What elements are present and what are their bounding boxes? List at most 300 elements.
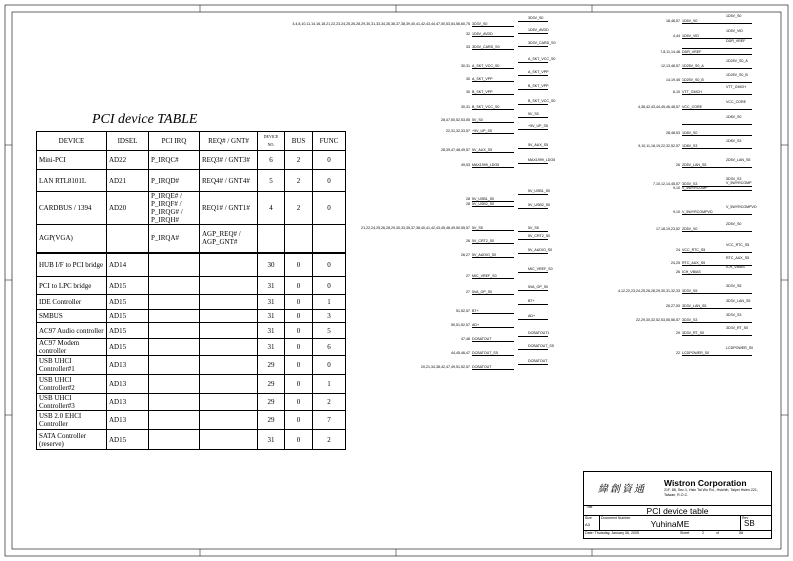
title-block-doc-row bbox=[584, 515, 771, 531]
net-out-label: 5V_USB1_S0 bbox=[528, 189, 551, 193]
net-wire bbox=[682, 293, 752, 294]
cell-device: HUB I/F to PCI bridge bbox=[37, 253, 107, 277]
net-ref-label: 30,31 bbox=[461, 64, 470, 68]
net-name: LCDPOWER_S0 bbox=[682, 351, 710, 355]
net-wire bbox=[472, 369, 514, 370]
net-ref-label: 26,27,53 bbox=[666, 304, 680, 308]
net-ref-label: 28,47,50,52,53,55 bbox=[441, 118, 470, 122]
cell-req-gnt bbox=[200, 295, 258, 310]
net-ref-label: 30,31 bbox=[461, 105, 470, 109]
net-wire bbox=[518, 364, 548, 365]
cell-req-gnt: REQ1# / GNT1# bbox=[200, 192, 258, 225]
table-row bbox=[37, 339, 346, 356]
cell-bus: 0 bbox=[285, 295, 313, 310]
cell-req-gnt bbox=[200, 277, 258, 295]
net-out-label: 3D3V_RT_S0 bbox=[726, 326, 749, 330]
net-out-label: ICH_VBIAS bbox=[726, 265, 745, 269]
cell-bus: 2 bbox=[285, 170, 313, 192]
net-wire bbox=[472, 94, 514, 95]
net-ref-label: 24 bbox=[676, 248, 680, 252]
net-name: ICH_VBIAS bbox=[682, 270, 701, 274]
cell-req-gnt bbox=[200, 375, 258, 394]
net-wire bbox=[518, 272, 548, 273]
net-name: DCBATOUT bbox=[472, 365, 492, 369]
net-ref-label: 22 bbox=[676, 351, 680, 355]
cell-device-no bbox=[258, 225, 285, 253]
cell-device-no: 31 bbox=[258, 339, 285, 356]
net-wire bbox=[472, 49, 514, 50]
net-ref-label: 28 bbox=[466, 202, 470, 206]
net-wire bbox=[518, 148, 548, 149]
net-wire bbox=[472, 167, 514, 168]
net-out-label: 3D3V_CARD_S0 bbox=[528, 41, 556, 45]
net-name: 1D5V_AVDD bbox=[472, 32, 493, 36]
cell-idsel: AD15 bbox=[107, 323, 149, 339]
cell-device: USB UHCI Controller#2 bbox=[37, 375, 107, 394]
net-wire bbox=[472, 122, 514, 123]
table-row bbox=[37, 310, 346, 323]
cell-device: LAN RTL8101L bbox=[37, 170, 107, 192]
cell-pci-irq bbox=[149, 339, 200, 356]
cell-pci-irq bbox=[149, 310, 200, 323]
net-wire bbox=[472, 206, 514, 207]
net-out-label: VCC_RTC_S5 bbox=[726, 243, 750, 247]
cell-req-gnt bbox=[200, 323, 258, 339]
rev-label: Rev bbox=[742, 516, 749, 520]
cell-pci-irq: P_IRQA# bbox=[149, 225, 200, 253]
net-name: 5V_S5 bbox=[472, 226, 483, 230]
net-out-label: 5VA_OP_S0 bbox=[528, 285, 549, 289]
cell-device-no: 29 bbox=[258, 356, 285, 375]
cell-func: 2 bbox=[313, 394, 346, 411]
net-wire bbox=[682, 231, 752, 232]
title-block-date-row bbox=[584, 530, 771, 538]
net-ref-label: 24,25 bbox=[671, 261, 680, 265]
cell-pci-irq bbox=[149, 430, 200, 450]
cell-device: SATA Controller (reserve) bbox=[37, 430, 107, 450]
cell-device-no: 4 bbox=[258, 192, 285, 225]
cell-idsel: AD21 bbox=[107, 170, 149, 192]
net-name: 1D25V_S0_A bbox=[682, 64, 704, 68]
net-name: 3D3V_LAN_S5 bbox=[682, 304, 707, 308]
net-out-label: MIC_VREF_S0 bbox=[528, 267, 553, 271]
net-ref-label: 47,48 bbox=[461, 337, 470, 341]
cell-device-no: 31 bbox=[258, 310, 285, 323]
cell-bus: 0 bbox=[285, 277, 313, 295]
net-name: 3D3V_S3 bbox=[682, 182, 698, 186]
net-out-label: DCBATOUT_S5 bbox=[528, 344, 554, 348]
cell-req-gnt bbox=[200, 356, 258, 375]
cell-bus bbox=[285, 225, 313, 253]
net-ref-label: 22,29,30,32,52,53,55,56,57 bbox=[636, 318, 680, 322]
header-idsel: IDSEL bbox=[107, 132, 149, 151]
net-wire bbox=[682, 48, 752, 49]
cell-req-gnt bbox=[200, 430, 258, 450]
net-name: 3D3V_CARD_S0 bbox=[472, 45, 500, 49]
net-out-label: 1D5V_VID bbox=[726, 29, 743, 33]
net-out-label: 1D25V_S0_A bbox=[726, 59, 748, 63]
net-wire bbox=[682, 68, 752, 69]
net-name: A_SKT_VCC_S0 bbox=[472, 64, 500, 68]
cell-device-no: 5 bbox=[258, 170, 285, 192]
net-ref-label: 28 bbox=[466, 197, 470, 201]
cell-func: 0 bbox=[313, 170, 346, 192]
net-wire bbox=[518, 62, 548, 63]
net-wire bbox=[518, 89, 548, 90]
net-wire bbox=[682, 308, 752, 309]
net-wire bbox=[518, 163, 548, 164]
net-wire bbox=[518, 208, 548, 209]
cell-idsel: AD15 bbox=[107, 295, 149, 310]
net-ref-label: 29 bbox=[676, 331, 680, 335]
net-name: 3D3V_S5 bbox=[682, 289, 698, 293]
net-out-label: 5V_S0 bbox=[528, 112, 539, 116]
net-out-label: VTT_GMCH bbox=[726, 85, 746, 89]
cell-func: 0 bbox=[313, 277, 346, 295]
of-label: of bbox=[716, 531, 719, 535]
sheet-title: PCI device table bbox=[646, 506, 709, 516]
net-name: AD+ bbox=[472, 323, 480, 327]
table-row bbox=[37, 192, 346, 225]
net-out-label: 1D5V_AVDD bbox=[528, 28, 549, 32]
net-name: B_SKT_VCC_S0 bbox=[472, 105, 500, 109]
net-name: DDR_VREF bbox=[682, 50, 702, 54]
net-out-label: B_SKT_VCC_S0 bbox=[528, 99, 556, 103]
net-wire bbox=[682, 190, 752, 191]
cell-bus: 0 bbox=[285, 411, 313, 430]
cell-device: PCI to LPC bridge bbox=[37, 277, 107, 295]
cell-pci-irq: P_IRQE# / P_IRQF# / P_IRQG# / P_IRQH# bbox=[149, 192, 200, 225]
net-name: V_5WYRCOMP bbox=[682, 186, 708, 190]
cell-req-gnt: AGP_REQ# / AGP_GNT# bbox=[200, 225, 258, 253]
net-ref-label: 7,10,12,14,45,57 bbox=[653, 182, 680, 186]
net-wire bbox=[472, 257, 514, 258]
cell-req-gnt: REQ4# / GNT4# bbox=[200, 170, 258, 192]
cell-device-no: 31 bbox=[258, 295, 285, 310]
net-ref-label: 26 bbox=[676, 270, 680, 274]
net-name: 5V_CRT2_S0 bbox=[472, 239, 495, 243]
net-out-label: DDR_VREF bbox=[726, 39, 746, 43]
cell-device: USB UHCI Controller#3 bbox=[37, 394, 107, 411]
cell-device: Mini-PCI bbox=[37, 151, 107, 170]
net-wire bbox=[518, 319, 548, 320]
cell-bus: 0 bbox=[285, 356, 313, 375]
net-out-label: VCC_CORE bbox=[726, 100, 746, 104]
cell-device: CARDBUS / 1394 bbox=[37, 192, 107, 225]
net-wire bbox=[472, 26, 514, 27]
cell-pci-irq bbox=[149, 411, 200, 430]
header-bus: BUS bbox=[285, 132, 313, 151]
net-ref-label: 4,44 bbox=[673, 34, 680, 38]
net-name: 1D25V_S0_B bbox=[682, 78, 704, 82]
header-req-gnt: REQ# / GNT# bbox=[200, 132, 258, 151]
cell-device-no: 29 bbox=[258, 394, 285, 411]
cell-req-gnt bbox=[200, 339, 258, 356]
net-wire bbox=[518, 75, 548, 76]
cell-device-no: 29 bbox=[258, 411, 285, 430]
cell-func: 1 bbox=[313, 295, 346, 310]
table-row bbox=[37, 225, 346, 253]
net-name: B_SKT_VPP bbox=[472, 90, 493, 94]
table-row bbox=[37, 356, 346, 375]
net-wire bbox=[682, 252, 752, 253]
cell-idsel: AD13 bbox=[107, 356, 149, 375]
net-wire bbox=[472, 230, 514, 231]
cell-device: SMBUS bbox=[37, 310, 107, 323]
cell-func: 3 bbox=[313, 310, 346, 323]
table-header-row bbox=[37, 132, 346, 151]
net-wire bbox=[472, 313, 514, 314]
cell-device-no: 31 bbox=[258, 430, 285, 450]
cell-device: AC97 Audio controller bbox=[37, 323, 107, 339]
net-wire bbox=[472, 133, 514, 134]
net-out-label: +5V_UP_S5 bbox=[528, 124, 548, 128]
header-pci-irq: PCI IRQ bbox=[149, 132, 200, 151]
company-name: Wistron Corporation bbox=[664, 478, 747, 488]
cell-pci-irq: P_IRQD# bbox=[149, 170, 200, 192]
cell-req-gnt: REQ3# / GNT3# bbox=[200, 151, 258, 170]
cell-idsel: AD15 bbox=[107, 430, 149, 450]
table-row bbox=[37, 151, 346, 170]
net-out-label: DCBATOUT bbox=[528, 359, 548, 363]
net-ref-label: 22,31,32,33,57 bbox=[446, 129, 470, 133]
net-ref-label: 4,12,22,23,24,25,26,28,29,30,31,32,33 bbox=[618, 289, 680, 293]
net-ref-label: 51,52,57 bbox=[456, 309, 470, 313]
cell-func bbox=[313, 225, 346, 253]
table-row bbox=[37, 430, 346, 450]
cell-device-no: 30 bbox=[258, 253, 285, 277]
cell-pci-irq bbox=[149, 323, 200, 339]
net-name: MIC_VREF_S0 bbox=[472, 274, 497, 278]
cell-bus: 2 bbox=[285, 192, 313, 225]
net-wire bbox=[682, 355, 752, 356]
net-out-label: V_5WYRCOMP bbox=[726, 181, 752, 185]
net-name: 2D5V_S0 bbox=[682, 227, 698, 231]
net-ref-label: 30 bbox=[466, 77, 470, 81]
cell-func: 7 bbox=[313, 411, 346, 430]
net-wire bbox=[472, 341, 514, 342]
cell-pci-irq: P_IRQC# bbox=[149, 151, 200, 170]
net-out-label: 2D5V_S0 bbox=[726, 222, 742, 226]
net-ref-label: 44,45,46,47 bbox=[451, 351, 470, 355]
net-wire bbox=[518, 349, 548, 350]
net-wire bbox=[518, 104, 548, 105]
net-wire bbox=[472, 36, 514, 37]
net-ref-label: 49,53 bbox=[461, 163, 470, 167]
net-ref-label: 9,10 bbox=[673, 210, 680, 214]
net-out-label: 5V_AUX_S5 bbox=[528, 143, 549, 147]
net-name: 1D8V_S0 bbox=[682, 131, 698, 135]
net-name: V_5WYRCOMPVD bbox=[682, 210, 713, 214]
net-out-label: A_SKT_VPP bbox=[528, 70, 549, 74]
net-ref-label: 30 bbox=[466, 90, 470, 94]
net-name: VTT_GMCH bbox=[682, 90, 702, 94]
net-wire bbox=[682, 167, 752, 168]
table-row bbox=[37, 411, 346, 430]
net-ref-label: 26 bbox=[466, 239, 470, 243]
cell-device: USB UHCI Controller#1 bbox=[37, 356, 107, 375]
cell-idsel: AD13 bbox=[107, 375, 149, 394]
net-ref-label: 20,21,34,38,42,47,49,51,52,57 bbox=[421, 365, 470, 369]
cell-device: AC97 Modem controller bbox=[37, 339, 107, 356]
net-wire bbox=[682, 23, 752, 24]
net-out-label: 1D8V_S0 bbox=[726, 115, 742, 119]
net-name: 1D5V_S0 bbox=[682, 19, 698, 23]
net-out-label: LCDPOWER_S0 bbox=[726, 346, 754, 350]
net-out-label: BT+ bbox=[528, 299, 535, 303]
net-ref-label: 28,39,47,48,49,57 bbox=[441, 148, 470, 152]
net-wire bbox=[518, 239, 548, 240]
net-wire bbox=[472, 355, 514, 356]
net-out-label: 3D3V_S3 bbox=[726, 177, 742, 181]
net-wire bbox=[682, 109, 752, 110]
cell-idsel bbox=[107, 225, 149, 253]
cell-func: 0 bbox=[313, 253, 346, 277]
table-row bbox=[37, 295, 346, 310]
net-name: DCBATOUT bbox=[472, 337, 492, 341]
net-wire bbox=[682, 322, 752, 323]
size-value: A3 bbox=[585, 522, 590, 527]
net-out-label: 5V_AUDIO_S0 bbox=[528, 248, 553, 252]
cell-bus: 0 bbox=[285, 430, 313, 450]
net-wire bbox=[472, 294, 514, 295]
net-name: DCBATOUT_S5 bbox=[472, 351, 498, 355]
sheet-label: Sheet bbox=[680, 531, 690, 535]
cell-device: AGP(VGA) bbox=[37, 225, 107, 253]
cell-idsel: AD20 bbox=[107, 192, 149, 225]
net-wire bbox=[682, 135, 752, 136]
net-ref-label: 9,10 bbox=[673, 186, 680, 190]
cell-func: 0 bbox=[313, 192, 346, 225]
net-ref-label: 32 bbox=[466, 32, 470, 36]
net-name: 1D8V_S3 bbox=[682, 144, 698, 148]
title-label: Title bbox=[586, 505, 593, 509]
table-row bbox=[37, 323, 346, 339]
cell-device: USB 2.0 EHCI Controller bbox=[37, 411, 107, 430]
cell-idsel: AD15 bbox=[107, 277, 149, 295]
table-row bbox=[37, 253, 346, 277]
net-name: 5V_AUX_S5 bbox=[472, 148, 493, 152]
net-name: BT+ bbox=[472, 309, 479, 313]
net-ref-label: 3,4,8,10,11,14,16,18,21,22,23,24,25,26,28,29,30,31,33,34,35,36,37,38,39,40,41,42,43,44,47,50,53,54,56,60,75 bbox=[292, 22, 470, 26]
date-value: Date: Thursday, January 06, 2005 bbox=[585, 531, 640, 535]
net-out-label: 3D3V_LAN_S5 bbox=[726, 299, 751, 303]
net-wire bbox=[682, 214, 752, 215]
net-name: 3D3V_S3 bbox=[682, 318, 698, 322]
net-name: 5V_AUDIO_S0 bbox=[472, 253, 497, 257]
cell-idsel: AD13 bbox=[107, 394, 149, 411]
net-out-label: 1D25V_S0_B bbox=[726, 73, 748, 77]
net-out-label: 1D8V_S3 bbox=[726, 139, 742, 143]
net-ref-label: 28,48,53 bbox=[666, 131, 680, 135]
cell-req-gnt bbox=[200, 411, 258, 430]
net-out-label: RTC_AUX_S5 bbox=[726, 256, 750, 260]
net-ref-label: 9,10,11,18,19,22,32,52,57 bbox=[638, 144, 680, 148]
doc-number: YuhinaME bbox=[650, 519, 690, 529]
net-out-label: 3D3V_S0 bbox=[528, 16, 544, 20]
net-name: RTC_AUX_S5 bbox=[682, 261, 706, 265]
rev-value: SB bbox=[744, 519, 755, 528]
net-name: VCC_CORE bbox=[682, 105, 702, 109]
table-row bbox=[37, 277, 346, 295]
size-label: Size bbox=[585, 516, 592, 520]
net-ref-label: 21,22,24,25,26,28,29,30,33,35,37,38,40,41,42,43,45,48,49,50,55,57 bbox=[361, 226, 470, 230]
net-name: A_SKT_VPP bbox=[472, 77, 493, 81]
net-name: 3D3V_S0 bbox=[472, 22, 488, 26]
cell-bus: 2 bbox=[285, 151, 313, 170]
cell-pci-irq bbox=[149, 277, 200, 295]
net-wire bbox=[518, 336, 548, 337]
net-name: 2D5V_LAN_S5 bbox=[682, 163, 707, 167]
net-wire bbox=[518, 290, 548, 291]
net-name: 1D5V_VID bbox=[682, 34, 699, 38]
net-wire bbox=[518, 194, 548, 195]
table-row bbox=[37, 375, 346, 394]
cell-req-gnt bbox=[200, 310, 258, 323]
cell-idsel: AD22 bbox=[107, 151, 149, 170]
cell-pci-irq bbox=[149, 375, 200, 394]
sheet-number: 2 bbox=[702, 531, 704, 535]
header-device: DEVICE bbox=[37, 132, 107, 151]
net-wire bbox=[518, 304, 548, 305]
cell-idsel: AD13 bbox=[107, 411, 149, 430]
cell-device-no: 31 bbox=[258, 323, 285, 339]
net-wire bbox=[682, 124, 752, 125]
net-wire bbox=[472, 243, 514, 244]
cell-func: 0 bbox=[313, 151, 346, 170]
net-wire bbox=[472, 327, 514, 328]
net-wire bbox=[518, 253, 548, 254]
cell-device: IDE Controller bbox=[37, 295, 107, 310]
net-ref-label: 14,19,45 bbox=[666, 78, 680, 82]
cell-idsel: AD15 bbox=[107, 310, 149, 323]
net-wire bbox=[518, 117, 548, 118]
sheet-total: 58 bbox=[739, 531, 743, 535]
table-row bbox=[37, 170, 346, 192]
net-wire bbox=[472, 278, 514, 279]
cell-idsel: AD15 bbox=[107, 339, 149, 356]
cell-pci-irq bbox=[149, 253, 200, 277]
net-out-label: MAX1999_LDO5 bbox=[528, 158, 556, 162]
net-out-label: V_5WYRCOMPVD bbox=[726, 205, 757, 209]
cell-bus: 0 bbox=[285, 323, 313, 339]
net-ref-label: 27 bbox=[466, 274, 470, 278]
net-ref-label: 17,18,19,23,52 bbox=[656, 227, 680, 231]
net-ref-label: 7,8,11,14,48 bbox=[660, 50, 680, 54]
net-name: 5V_USB1_S0 bbox=[472, 197, 495, 201]
cell-bus: 0 bbox=[285, 253, 313, 277]
cell-func: 2 bbox=[313, 430, 346, 450]
net-wire bbox=[472, 81, 514, 82]
net-out-label: DCBATOUT1 bbox=[528, 331, 550, 335]
net-out-label: AD+ bbox=[528, 314, 536, 318]
net-ref-label: 6,10 bbox=[673, 90, 680, 94]
net-wire bbox=[518, 33, 548, 34]
net-out-label: 2D5V_LAN_S5 bbox=[726, 158, 751, 162]
net-name: MAX1999_LDO5 bbox=[472, 163, 500, 167]
cell-func: 1 bbox=[313, 375, 346, 394]
net-wire bbox=[518, 231, 548, 232]
net-out-label: B_SKT_VPP bbox=[528, 84, 549, 88]
cell-func: 6 bbox=[313, 339, 346, 356]
net-name: 5V_S0 bbox=[472, 118, 483, 122]
net-ref-label: 33 bbox=[466, 45, 470, 49]
cell-req-gnt bbox=[200, 253, 258, 277]
net-ref-label: 50,51,52,57 bbox=[451, 323, 470, 327]
title-block-company-row bbox=[584, 472, 771, 506]
net-wire bbox=[682, 94, 752, 95]
net-out-label: 3D3V_S5 bbox=[726, 284, 742, 288]
